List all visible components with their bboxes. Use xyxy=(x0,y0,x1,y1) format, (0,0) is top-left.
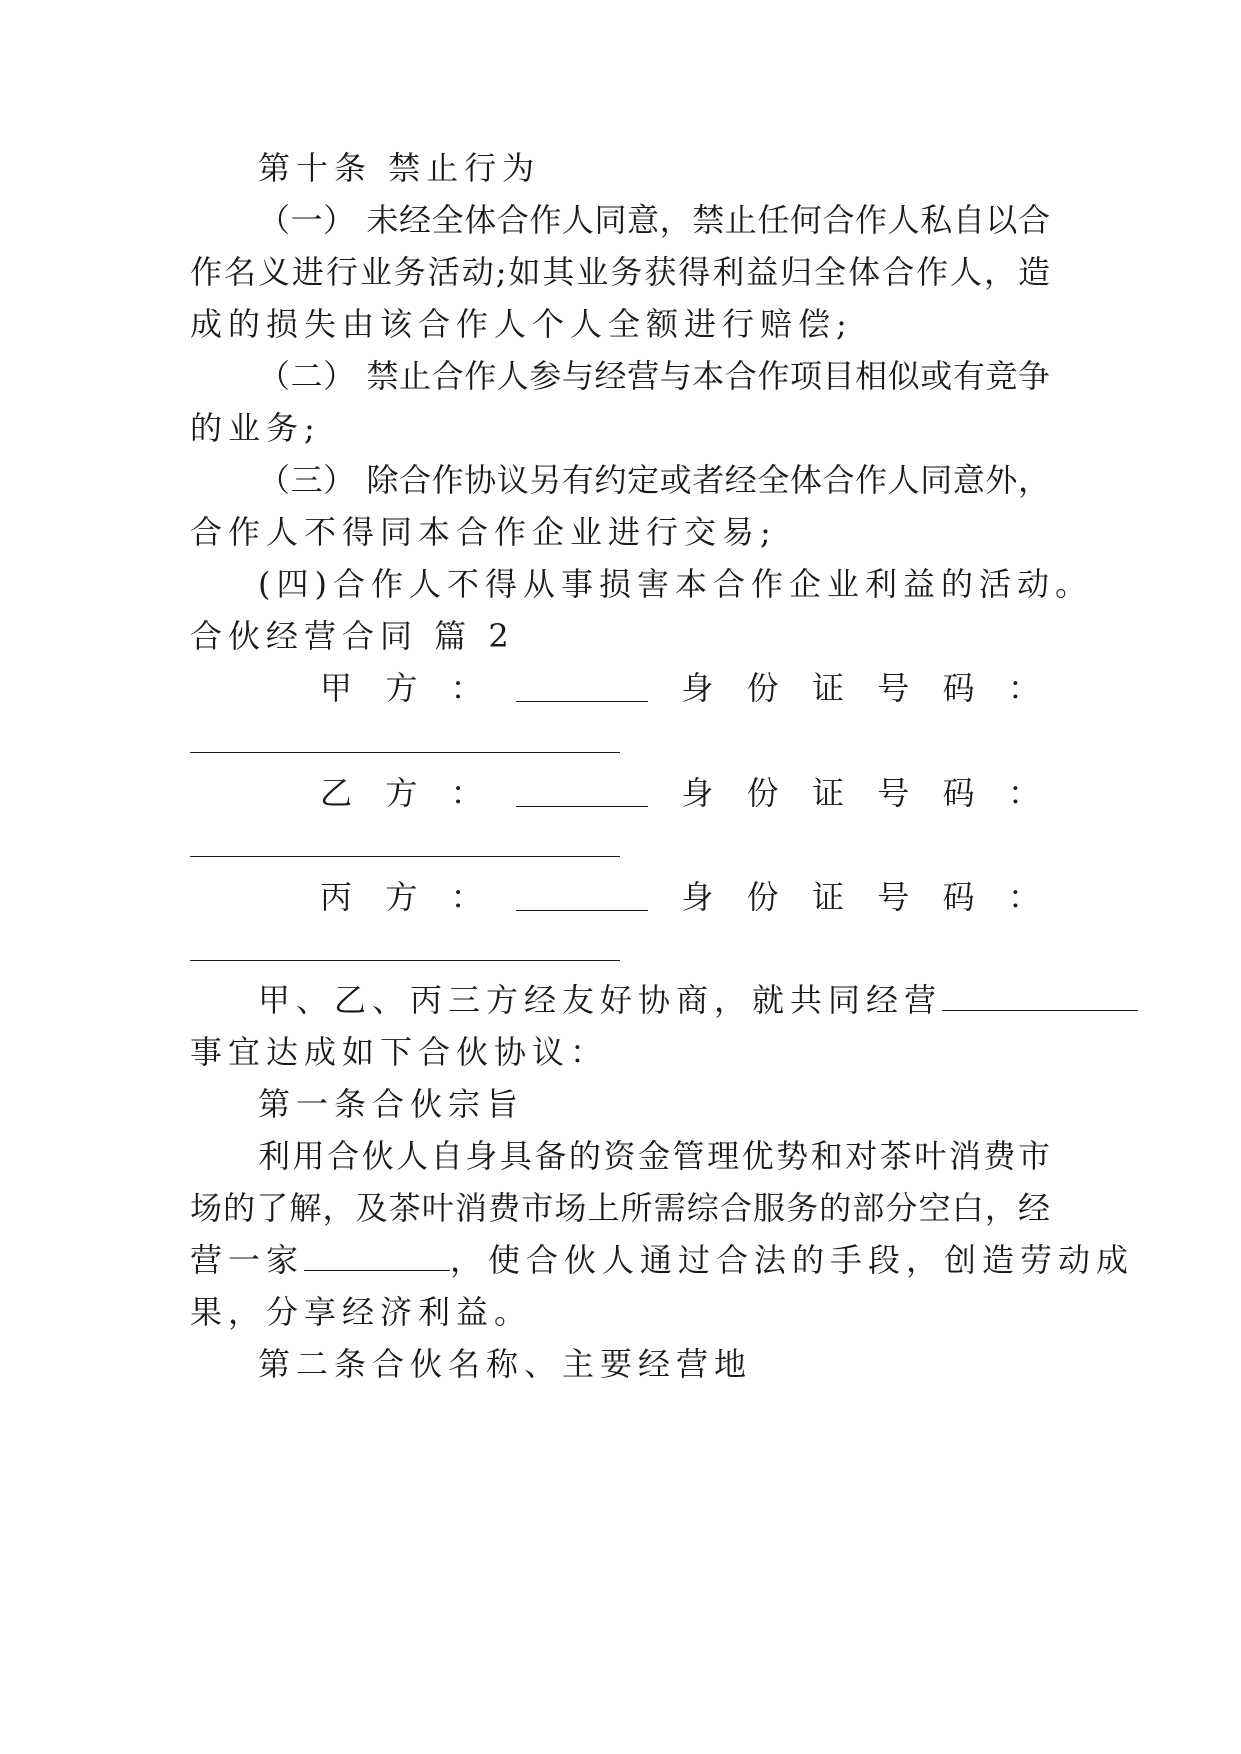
party-c-id-blank xyxy=(190,960,620,961)
party-c-id-char-1: 身 xyxy=(681,878,714,916)
article-10-item-1-line-2: 作名义进行业务活动;如其业务获得利益归全体合作人，造 xyxy=(190,253,1050,291)
party-b-char-1: 乙 xyxy=(320,774,353,812)
party-c-colon: ： xyxy=(450,878,483,916)
party-b-row xyxy=(320,773,1040,813)
party-a-id-char-1: 身 xyxy=(681,669,714,707)
party-c-id-colon: ： xyxy=(1007,878,1040,916)
party-b-id-blank xyxy=(190,856,620,857)
contract-2-heading: 合伙经营合同 篇 2 xyxy=(190,617,515,655)
company-name-blank xyxy=(304,1244,450,1271)
party-b-colon: ： xyxy=(450,774,483,812)
party-a-id-char-4: 号 xyxy=(877,669,910,707)
party-c-id-char-5: 码 xyxy=(942,878,975,916)
party-a-id-blank xyxy=(190,752,620,753)
article-1-title: 第一条合伙宗旨 xyxy=(258,1085,525,1123)
intro-line-2: 事宜达成如下合伙协议： xyxy=(190,1033,609,1071)
party-b-char-2: 方 xyxy=(385,774,418,812)
article-10-item-1-line-3: 成的损失由该合作人个人全额进行赔偿; xyxy=(190,305,853,343)
party-b-id-colon: ： xyxy=(1007,774,1040,812)
party-a-name-blank xyxy=(516,675,648,702)
party-a-row xyxy=(320,668,1040,708)
party-a-id-char-3: 证 xyxy=(811,669,844,707)
party-c-id-char-2: 份 xyxy=(746,878,779,916)
article-1-line-2: 场的了解，及茶叶消费市场上所需综合服务的部分空白，经 xyxy=(190,1189,1050,1227)
business-blank xyxy=(942,984,1138,1011)
party-a-colon: ： xyxy=(450,669,483,707)
party-b-id-char-1: 身 xyxy=(681,774,714,812)
party-c-id-char-3: 证 xyxy=(811,878,844,916)
party-b-id-char-2: 份 xyxy=(746,774,779,812)
article-2-title: 第二条合伙名称、主要经营地 xyxy=(258,1345,753,1383)
party-a-id-char-5: 码 xyxy=(942,669,975,707)
party-c-id-char-4: 号 xyxy=(877,878,910,916)
party-b-id-char-3: 证 xyxy=(811,774,844,812)
intro-line-1-text: 甲、乙、丙三方经友好协商，就共同经营 xyxy=(258,981,943,1019)
article-10-item-2-line-2: 的业务; xyxy=(190,409,321,447)
article-10-item-1-line-1: （一） 未经全体合作人同意，禁止任何合作人私自以合 xyxy=(258,201,1050,239)
party-a-id-char-2: 份 xyxy=(746,669,779,707)
article-1-line-3 xyxy=(190,1240,1134,1280)
party-a-id-colon: ： xyxy=(1007,669,1040,707)
party-b-id-char-4: 号 xyxy=(877,774,910,812)
article-1-line-3-start: 营一家 xyxy=(190,1241,305,1279)
article-10-item-4: (四)合作人不得从事损害本合作企业利益的活动。 xyxy=(258,565,1093,603)
party-c-row xyxy=(320,877,1040,917)
article-1-line-1: 利用合伙人自身具备的资金管理优势和对茶叶消费市 xyxy=(258,1137,1050,1175)
party-b-id-char-5: 码 xyxy=(942,774,975,812)
article-10-title: 第十条 禁止行为 xyxy=(258,149,541,187)
article-10-item-3-line-1: （三） 除合作协议另有约定或者经全体合作人同意外， xyxy=(258,461,1050,499)
party-b-name-blank xyxy=(516,780,648,807)
party-a-char-1: 甲 xyxy=(320,669,353,707)
article-1-line-3-end: ，使合伙人通过合法的手段，创造劳动成 xyxy=(450,1241,1135,1279)
intro-line-1 xyxy=(258,980,1138,1020)
article-10-item-3-line-2: 合作人不得同本合作企业进行交易; xyxy=(190,513,777,551)
article-10-item-2-line-1: （二） 禁止合作人参与经营与本合作项目相似或有竞争 xyxy=(258,357,1050,395)
party-c-name-blank xyxy=(516,884,648,911)
party-c-char-1: 丙 xyxy=(320,878,353,916)
party-c-char-2: 方 xyxy=(385,878,418,916)
party-a-char-2: 方 xyxy=(385,669,418,707)
article-1-line-4: 果，分享经济利益。 xyxy=(190,1293,533,1331)
